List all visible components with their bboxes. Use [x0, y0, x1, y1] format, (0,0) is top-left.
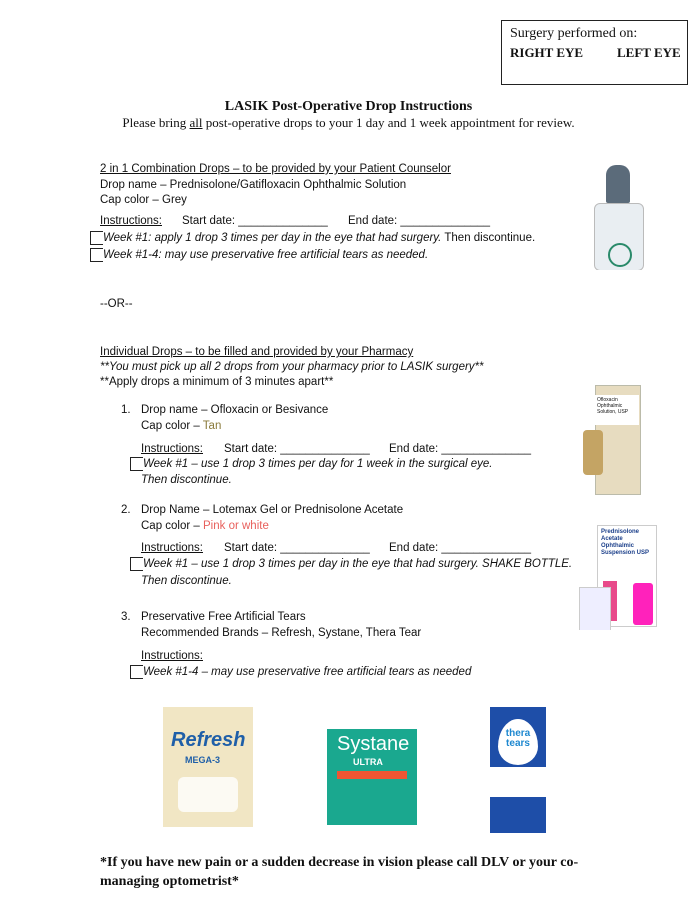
combo-week1-text [103, 231, 535, 245]
subtitle-text: Please bring [122, 115, 190, 130]
individual-note-apart: **Apply drops a minimum of 3 minutes apart** [100, 376, 334, 388]
item3-week-text: Week #1-4 – may use preservative free artificial tears as needed [143, 666, 472, 678]
item2-week1-checkbox[interactable] [130, 557, 143, 571]
item2-end-date[interactable]: End date: ______________ [389, 542, 531, 554]
combo-week14-text: Week #1-4: may use preservative free artificial tears as needed. [103, 249, 429, 261]
item1-instructions-label: Instructions: [141, 443, 203, 455]
item1-drop-name: Drop name – Ofloxacin or Besivance [141, 404, 329, 416]
item2-drop-name: Drop Name – Lotemax Gel or Prednisolone Acetate [141, 504, 404, 516]
combo-bottle-image [588, 165, 648, 270]
item2-start-date[interactable]: Start date: ______________ [224, 542, 370, 554]
systane-product-image [327, 707, 417, 825]
ofloxacin-box-image [583, 385, 641, 495]
item3-week-checkbox[interactable] [130, 665, 143, 679]
individual-note-pickup: **You must pick up all 2 drops from your pharmacy prior to LASIK surgery** [100, 361, 484, 373]
combo-week14-checkbox[interactable] [90, 248, 103, 262]
combo-week1-checkbox[interactable] [90, 231, 103, 245]
emergency-footer: *If you have new pain or a sudden decrease in vision please call DLV or your co-managing optometrist* [100, 855, 579, 889]
combo-start-date[interactable]: Start date: ______________ [182, 215, 328, 227]
item1-start-date[interactable]: Start date: ______________ [224, 443, 370, 455]
item2-instructions-label: Instructions: [141, 542, 203, 554]
right-eye-option[interactable]: RIGHT EYE [510, 45, 584, 60]
combo-cap-color: Cap color – Grey [100, 194, 187, 206]
subtitle-text-end: post-operative drops to your 1 day and 1 week appointment for review. [202, 115, 575, 130]
individual-heading: Individual Drops – to be filled and provided by your Pharmacy [100, 346, 414, 358]
item2-week1-text: Week #1 – use 1 drop 3 times per day in the eye that had surgery. SHAKE BOTTLE. [143, 558, 573, 570]
page-title: LASIK Post-Operative Drop Instructions [224, 99, 473, 114]
item3-brands: Recommended Brands – Refresh, Systane, Thera Tear [141, 627, 422, 639]
combo-drop-name: Drop name – Prednisolone/Gatifloxacin Ophthalmic Solution [100, 179, 407, 191]
prednisolone-label: Prednisolone Acetate Ophthalmic Suspension USP [601, 529, 650, 556]
refresh-sub: MEGA-3 [185, 755, 221, 765]
item1-cap-color [141, 419, 221, 433]
theratears-product-image [490, 707, 546, 833]
theratears-logo: thera tears [505, 728, 531, 749]
combo-heading: 2 in 1 Combination Drops – to be provided by your Patient Counselor [100, 163, 451, 175]
or-separator: --OR-- [100, 298, 133, 310]
item1-number: 1. [121, 404, 131, 416]
refresh-logo: Refresh [171, 729, 246, 751]
combo-week1-instr: Week #1: apply 1 drop 3 times per day in the eye that had surgery. [103, 232, 442, 244]
subtitle-emphasis: all [189, 115, 203, 130]
item2-cap-color [141, 519, 269, 533]
systane-logo: Systane [337, 733, 410, 755]
left-eye-option[interactable]: LEFT EYE [617, 45, 681, 60]
item1-week1-text: Week #1 – use 1 drop 3 times per day for 1 week in the surgical eye. [143, 458, 493, 470]
item3-number: 3. [121, 611, 131, 623]
combo-week1-tail: Then discontinue. [441, 232, 536, 244]
refresh-product-image [163, 707, 253, 827]
item1-then-text: Then discontinue. [141, 474, 232, 486]
item1-end-date[interactable]: End date: ______________ [389, 443, 531, 455]
subtitle [0, 116, 697, 130]
item2-number: 2. [121, 504, 131, 516]
item2-cap-value: Pink or white [203, 520, 269, 532]
item2-then-text: Then discontinue. [141, 575, 232, 587]
combo-instructions-label: Instructions: [100, 215, 162, 227]
item3-instructions-label: Instructions: [141, 650, 203, 662]
systane-sub: ULTRA [353, 757, 383, 767]
prednisolone-box-image [575, 525, 657, 630]
item1-cap-label: Cap color – [141, 420, 203, 432]
item2-cap-label: Cap color – [141, 520, 204, 532]
item3-drop-name: Preservative Free Artificial Tears [141, 611, 306, 623]
item1-cap-value: Tan [202, 420, 222, 432]
surgery-eye-box [501, 20, 688, 85]
ofloxacin-label: Ofloxacin Ophthalmic Solution, USP [597, 397, 629, 415]
item1-week1-checkbox[interactable] [130, 457, 143, 471]
surgery-label: Surgery performed on: [510, 26, 638, 41]
combo-end-date[interactable]: End date: ______________ [348, 215, 490, 227]
